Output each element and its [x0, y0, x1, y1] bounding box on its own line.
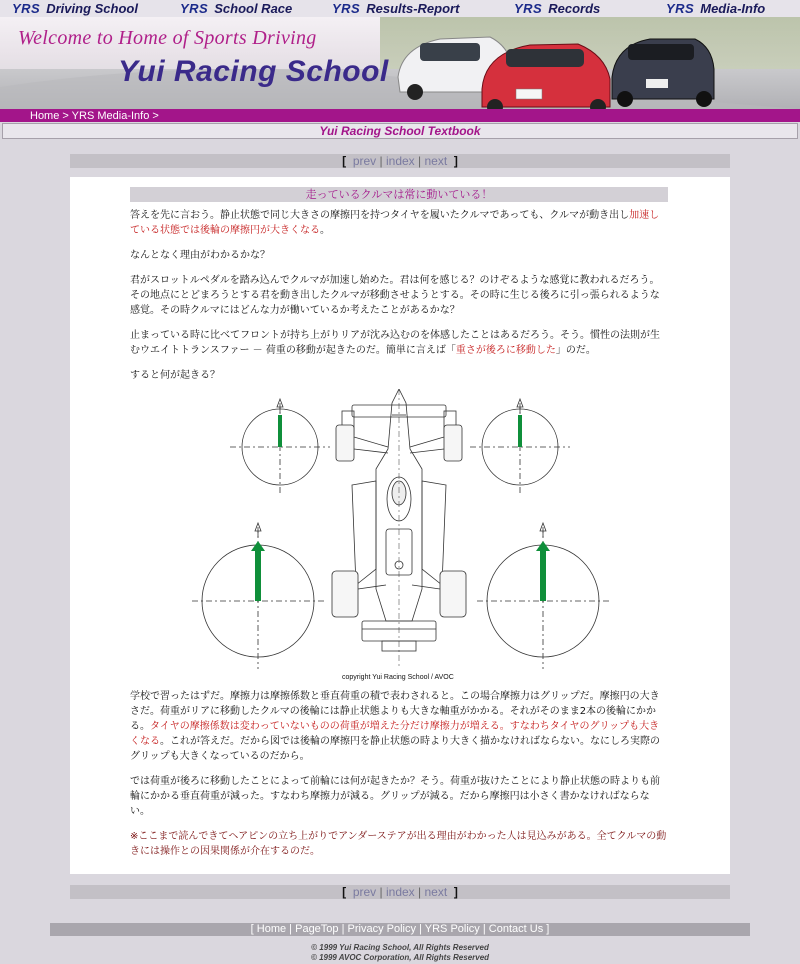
paragraph-text: 答えを先に言おう。静止状態で同じ大きさの摩擦円を持つタイヤを履いたクルマであっても、クルマが動き出し — [130, 210, 630, 221]
article-body-continued — [130, 689, 668, 859]
rear-right-force-arrow — [540, 549, 546, 601]
pager-index-link[interactable]: index — [385, 885, 415, 899]
article-panel — [70, 177, 730, 874]
nav-label: Media-Info — [700, 1, 766, 16]
paragraph-text: 。これが答えだ。だから図では後輪の摩擦円を静止状態の時より大きく描かなければならない。なにしろ実際のグリップも大きくなっているのだから。 — [130, 736, 660, 762]
nav-records[interactable] — [514, 1, 600, 16]
front-left-force-arrow — [278, 415, 282, 447]
friction-circle-diagram — [130, 389, 668, 689]
paragraph-7: では荷重が後ろに移動したことによって前輪には何が起きたか？そう。荷重が抜けたことにより静止状態の時よりも前輪にかかる垂直荷重が減った。すなわち摩擦力が減る。グリップが減る。だから摩擦円は小さく書かなければならない。 — [130, 776, 660, 817]
banner-welcome-text: Welcome to Home of Sports Driving — [18, 27, 317, 49]
pager-top — [70, 154, 730, 168]
formula-car-illustration — [332, 389, 466, 669]
pager-bottom — [70, 885, 730, 899]
pager-index-link[interactable]: index — [385, 154, 415, 168]
paragraph-1 — [130, 208, 668, 238]
copyright-line-2: © 1999 AVOC Corporation, All Rights Reserved — [310, 953, 490, 962]
nav-results-report[interactable] — [332, 1, 459, 16]
article-heading: 走っているクルマは常に動いている！ — [130, 187, 668, 202]
highlighted-text: 加速している状態では後輪の摩擦円が大きくなる — [130, 210, 660, 236]
paragraph-text: 止まっている時に比べてフロントが持ち上がりリアが沈み込むのを体感したことはあるだろう。そう。慣性の法則が生むウエイトトランスファー － 荷重の移動が起きたのだ。簡単に言えば「 — [130, 330, 660, 356]
paragraph-5: すると何が起きる？ — [130, 370, 220, 381]
paragraph-2: なんとなく理由がわかるかな？ — [130, 250, 270, 261]
nav-prefix: YRS — [666, 1, 695, 16]
paragraph-text: 。 — [320, 225, 330, 236]
footer-link-contact[interactable]: Contact Us — [488, 923, 544, 935]
highlighted-text: タイヤの摩擦係数は変わっていないものの荷重が増えた分だけ摩擦力が増える。すなわちタイヤのグリップも大きくなる — [130, 721, 660, 747]
pager-close-bracket: ] — [453, 885, 458, 899]
nav-label: Results-Report — [366, 1, 460, 16]
paragraph-3: 君がスロットルペダルを踏み込んでクルマが加速し始めた。君は何を感じる？のけぞるような感覚に教われるだろう。その地点にとどまろうとする君を動き出したクルマが移動させようとする。その時に生じる後ろに引っ張られるような感覚。その時クルマにはどんな力が働いているか考えたことがあるかな？ — [130, 275, 660, 316]
pager-separator: | — [418, 885, 422, 899]
pager-open-bracket: [ — [342, 154, 347, 168]
section-title: Yui Racing School Textbook — [2, 123, 798, 139]
breadcrumb[interactable]: Home > YRS Media-Info > — [30, 109, 159, 122]
footer-close-bracket: ] — [546, 923, 550, 935]
banner-school-name: Yui Racing School — [118, 55, 389, 88]
nav-label: Records — [548, 1, 601, 16]
rear-left-force-arrow — [255, 549, 261, 601]
footer-open-bracket: [ — [250, 923, 254, 935]
paragraph-text: 」のだ。 — [555, 345, 596, 356]
pager-open-bracket: [ — [342, 885, 347, 899]
footer-link-yrs-policy[interactable]: YRS Policy — [424, 923, 480, 935]
top-navigation — [0, 0, 800, 17]
footer-link-pagetop[interactable]: PageTop — [295, 923, 339, 935]
nav-prefix: YRS — [12, 1, 41, 16]
highlighted-text: 重さが後ろに移動した — [455, 345, 556, 356]
header-banner — [0, 17, 800, 109]
nav-driving-school[interactable] — [12, 1, 138, 16]
article-body — [130, 187, 668, 393]
paragraph-4 — [130, 328, 668, 358]
pager-separator: | — [379, 885, 383, 899]
diagram-copyright: copyright Yui Racing School / AVOC — [342, 674, 454, 681]
paragraph-text: 学校で習ったはずだ。摩擦力は摩擦係数と垂直荷重の積で表わされると。この場合摩擦力はグリップだ。摩擦円の大きさだ。荷重がリアに移動したクルマの後輪には静止状態よりも大きな軸重がかかる。それがそのまま2本の後輪にかかる。 — [130, 691, 660, 732]
pager-close-bracket: ] — [453, 154, 458, 168]
nav-prefix: YRS — [180, 1, 209, 16]
footer-link-privacy[interactable]: Privacy Policy — [347, 923, 416, 935]
nav-school-race[interactable] — [180, 1, 292, 16]
pager-next-link[interactable]: next — [424, 885, 448, 899]
paragraph-6 — [130, 689, 668, 764]
pager-separator: | — [379, 154, 383, 168]
front-right-force-arrow — [518, 415, 522, 447]
pager-separator: | — [418, 154, 422, 168]
pager-prev-link[interactable]: prev — [352, 154, 377, 168]
breadcrumb-bar — [0, 109, 800, 122]
copyright-line-1: © 1999 Yui Racing School, All Rights Reserved — [311, 943, 489, 952]
nav-label: Driving School — [46, 1, 138, 16]
footer-links: [ Home | PageTop | Privacy Policy | YRS Policy | Contact Us ] — [50, 923, 750, 936]
nav-label: School Race — [214, 1, 293, 16]
pager-next-link[interactable]: next — [424, 154, 448, 168]
footer-link-home[interactable]: Home — [256, 923, 287, 935]
pager-prev-link[interactable]: prev — [352, 885, 377, 899]
nav-prefix: YRS — [514, 1, 543, 16]
nav-media-info[interactable] — [666, 1, 765, 16]
nav-prefix: YRS — [332, 1, 361, 16]
paragraph-8-note: ※ここまで読んできてヘアピンの立ち上がりでアンダーステアが出る理由がわかった人は見込みがある。全てクルマの動きには操作との因果関係が介在するのだ。 — [130, 831, 667, 857]
